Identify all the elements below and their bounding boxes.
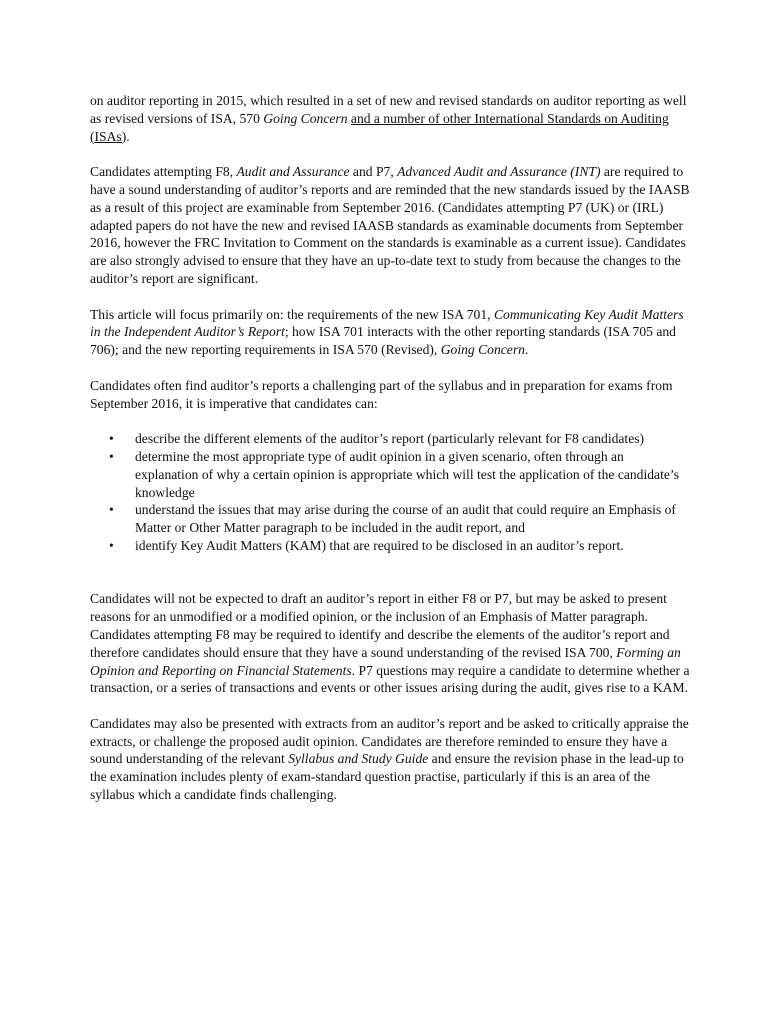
text-run: and P7, [349,164,398,180]
text-run: . [126,128,130,144]
list-item: • describe the different elements of the auditor’s report (particularly relevant for F8 candidates) [135,430,690,448]
italic-title: Forming an Opinion and Reporting on Financial Statements [90,644,681,678]
italic-title: Going Concern [263,110,348,126]
italic-title: Communicating Key Audit Matters in the Independent Auditor’s Report [90,306,684,340]
paragraph-focus [90,306,690,359]
paragraph-exam-expectations [90,590,690,697]
document-page [90,92,690,822]
text-run: . [524,342,529,358]
text-run: and ensure the revision phase in the lead-up to the examination includes plenty of exam-standard question practise, particularly if this is an area of the syllabus which a candidate finds challenging. [90,751,684,803]
text-run: Candidates attempting F8, [90,164,237,180]
paragraph-intro [90,92,690,145]
text-run: Candidates will not be expected to draft an auditor’s report in either F8 or P7, but may be asked to present reasons for an unmodified or a modified opinion, or the inclusion of an Emphasis of Matter paragraph. Candidates attempting F8 may be required to identify and describe the elements of the auditor’s report and therefore candidates should ensure that they have a sound understanding of the revised ISA 700, [90,591,670,660]
paragraph-requirements-intro [90,377,690,413]
text-run: Candidates may also be presented with extracts from an auditor’s report and be asked to critically appraise the extracts, or challenge the proposed audit opinion. Candidates are therefore reminded to ensure they have a sound understanding of the relevant [90,715,689,767]
list-item: • determine the most appropriate type of audit opinion in a given scenario, often through an explanation of why a certain opinion is appropriate which will test the application of the candidate’s knowledge [135,448,690,501]
text-run: . P7 questions may require a candidate to determine whether a transaction, or a series of transactions and events or other issues arising during the audit, gives rise to a KAM. [90,662,690,696]
italic-title: Advanced Audit and Assurance (INT) [397,164,601,180]
list-item: • identify Key Audit Matters (KAM) that are required to be disclosed in an auditor’s report. [135,537,690,555]
requirements-list [90,430,690,555]
text-run: ; how ISA 701 interacts with the other reporting standards (ISA 705 and 706); and the new reporting requirements in ISA 570 (Revised), [90,324,676,358]
italic-title: Going Concern [440,342,525,358]
italic-title: Audit and Assurance [236,164,350,180]
list-item: • understand the issues that may arise during the course of an audit that could require an Emphasis of Matter or Other Matter paragraph to be included in the audit report, and [135,501,690,537]
blank-line [90,573,690,591]
text-run: Candidates often find auditor’s reports a challenging part of the syllabus and in preparation for exams from September 2016, it is imperative that candidates can: [90,377,673,411]
text-run: This article will focus primarily on: the requirements of the new ISA 701, [90,306,494,322]
paragraph-extracts [90,715,690,804]
text-run: are required to have a sound understanding of auditor’s reports and are reminded that the new standards issued by the IAASB as a result of this project are examinable from September 2016. (Candidates attempting P7 (UK) or (IRL) adapted papers do not have the new and revised IAASB standards as examinable documents from September 2016, however the FRC Invitation to Comment on the standards is examinable as a current issue). Candidates are also strongly advised to ensure that they have an up-to-date text to study from because the changes to the auditor’s report are significant. [90,164,690,286]
italic-title: Syllabus and Study Guide [288,751,429,767]
underlined-text: and a number of other International Standards on Auditing (ISAs) [90,110,669,144]
text-run: on auditor reporting in 2015, which resulted in a set of new and revised standards on auditor reporting as well as revised versions of ISA, 570 [90,93,687,126]
paragraph-candidates [90,163,690,288]
